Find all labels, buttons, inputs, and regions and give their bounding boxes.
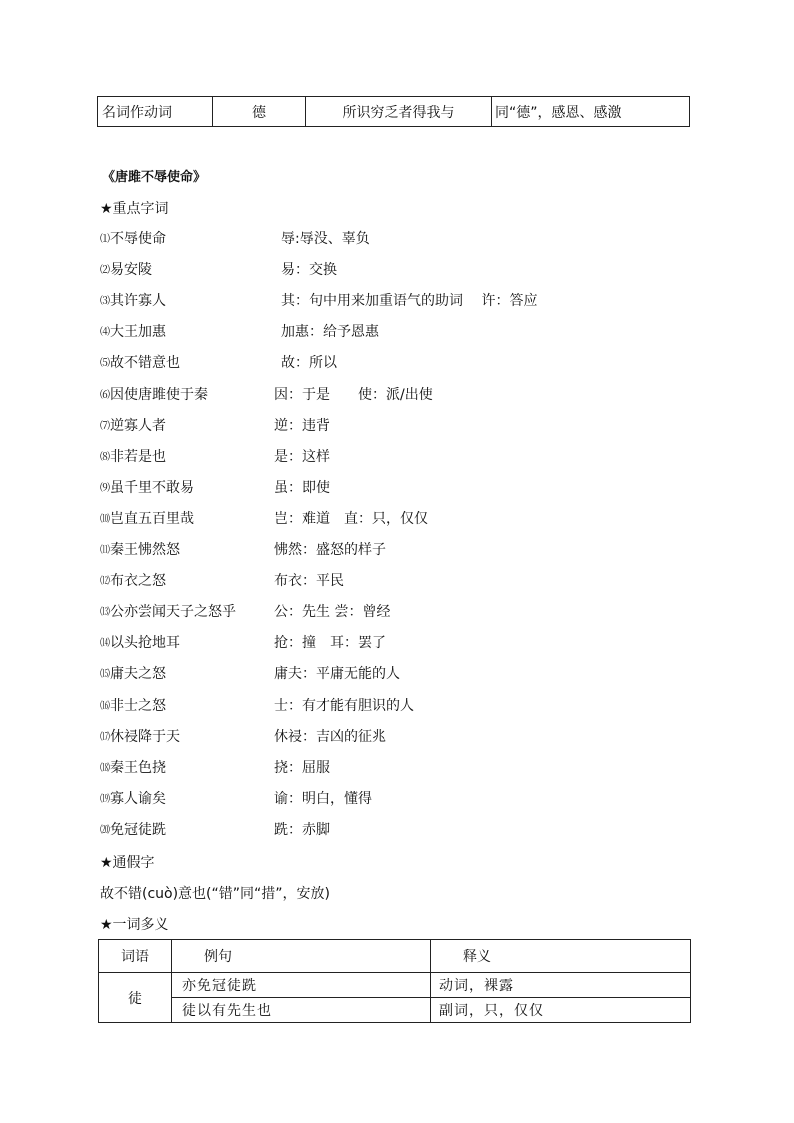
vocab-definition: 公：先生 尝：曾经 [274,604,391,621]
vocab-definition: 虽：即使 [274,479,330,496]
vocab-definition: 怫然：盛怒的样子 [274,542,386,558]
vocab-number: ⒁ [100,638,110,650]
vocab-number: ⒆ [100,793,110,805]
polysemy-word: 徒 [99,973,172,1023]
vocab-phrase: 大王加惠 [110,324,166,341]
table-row [99,998,691,1023]
vocab-item [100,446,330,466]
vocab-phrase: 易安陵 [110,262,152,279]
vocab-number: ⑶ [100,296,110,308]
vocab-item [100,228,370,248]
vocab-phrase: 寡人谕矣 [110,790,166,807]
vocab-phrase: 以头抢地耳 [110,635,180,652]
vocab-phrase: 免冠徒跣 [110,821,166,838]
vocab-definition: 其：句中用来加重语气的助词 许：答应 [281,293,538,310]
vocab-number: ⑴ [100,234,110,245]
vocab-item [100,352,337,372]
key-words-heading: ★重点字词 [100,201,169,217]
vocab-phrase: 秦王色挠 [110,759,166,776]
vocab-definition: 是：这样 [274,448,330,465]
example-cell: 亦免冠徒跣 [172,973,431,998]
vocab-phrase: 庸夫之怒 [110,666,166,683]
table-header-cell: 词语 [99,940,172,973]
table-cell: 德 [213,97,306,127]
vocab-number: ⑹ [100,389,110,401]
vocab-phrase: 布衣之怒 [110,573,166,590]
vocab-item [100,539,386,559]
vocab-number: ⑾ [100,545,110,556]
vocab-number: ⒂ [100,669,110,681]
example-cell: 徒以有先生也 [172,998,431,1023]
vocab-item [100,477,330,497]
table-cell: 名词作动词 [98,97,213,127]
vocab-number: ⑺ [100,420,110,432]
vocab-definition: 辱:辱没、辜负 [281,231,370,247]
table-row [99,973,691,998]
vocab-phrase: 非若是也 [110,448,166,465]
vocab-item [100,757,330,777]
vocab-number: ⑼ [100,482,110,494]
vocab-phrase: 公亦尝闻天子之怒乎 [110,604,236,621]
vocab-definition: 易：交换 [281,262,337,279]
vocab-definition: 因：于是 使：派/出使 [274,386,433,403]
top-table [97,96,690,127]
vocab-item [100,695,414,715]
vocab-phrase: 岂直五百里哉 [110,510,194,527]
vocab-item [100,570,344,590]
vocab-number: ⑻ [100,451,110,463]
vocab-definition: 谕：明白，懂得 [274,790,372,807]
vocab-number: ⑸ [100,358,110,370]
vocab-item [100,259,337,279]
vocab-phrase: 虽千里不敢易 [110,479,194,496]
vocab-phrase: 故不错意也 [110,355,180,372]
vocab-definition: 跣：赤脚 [274,821,330,838]
vocab-number: ⒀ [100,607,110,619]
vocab-phrase: 非士之怒 [110,697,166,714]
vocab-item [100,290,538,310]
vocab-definition: 岂：难道 直：只，仅仅 [274,510,428,527]
vocab-number: ⒅ [100,762,110,774]
table-header-cell: 例句 [172,940,431,973]
vocab-item [100,663,400,683]
vocab-item [100,601,391,621]
vocab-number: ⒄ [100,731,110,743]
meaning-cell: 副词，只，仅仅 [431,998,691,1023]
vocab-definition: 士：有才能有胆识的人 [274,697,414,714]
vocab-number: ⒇ [100,824,110,836]
vocab-definition: 加惠：给予恩惠 [281,324,379,341]
vocab-phrase: 秦王怫然怒 [110,542,180,558]
section-title: 《唐雎不辱使命》 [102,170,207,185]
vocab-definition: 故：所以 [281,355,337,372]
vocab-phrase: 不辱使命 [110,231,166,247]
vocab-item [100,788,372,808]
table-header-cell: 释义 [431,940,691,973]
vocab-item [100,726,386,746]
vocab-definition: 逆：违背 [274,417,330,434]
table-cell: 同“德”，感恩、感激 [492,97,690,127]
vocab-number: ⑽ [100,513,110,525]
vocab-item [100,508,428,528]
vocab-definition: 挠：屈服 [274,759,330,776]
tongjia-text: 故不错(cuò)意也(“错”同“措”，安放) [100,886,330,902]
vocab-phrase: 休祲降于天 [110,728,180,745]
vocab-number: ⒃ [100,700,110,712]
tongjia-heading: ★通假字 [100,855,155,871]
vocab-phrase: 因使唐雎使于秦 [110,386,208,403]
table-row [98,97,690,127]
table-cell: 所识穷乏者得我与 [306,97,492,127]
vocab-phrase: 其许寡人 [110,293,166,310]
meaning-cell: 动词，裸露 [431,973,691,998]
vocab-item [100,819,330,839]
vocab-number: ⑷ [100,327,110,339]
vocab-item [100,384,433,404]
vocab-item [100,321,379,341]
polysemy-heading: ★一词多义 [100,917,169,933]
vocab-item [100,632,386,652]
vocab-definition: 休祲：吉凶的征兆 [274,728,386,745]
vocab-definition: 抢：撞 耳：罢了 [274,635,386,652]
vocab-number: ⑿ [100,576,110,588]
table-row [99,940,691,973]
vocab-number: ⑵ [100,265,110,277]
vocab-item [100,415,330,435]
vocab-definition: 庸夫：平庸无能的人 [274,666,400,683]
polysemy-table [98,939,691,1023]
vocab-definition: 布衣：平民 [274,573,344,590]
vocab-phrase: 逆寡人者 [110,417,166,434]
